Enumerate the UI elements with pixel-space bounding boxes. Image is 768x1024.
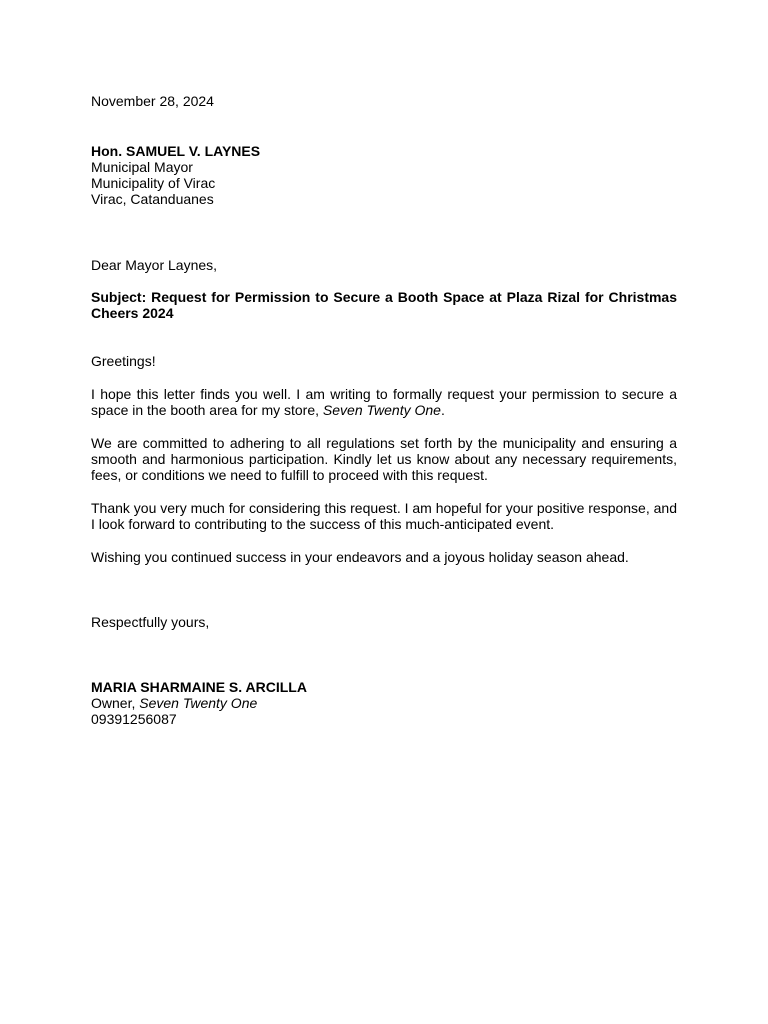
body-paragraph-4: Wishing you continued success in your endeavors and a joyous holiday season ahead.	[91, 549, 629, 565]
signatory-name: MARIA SHARMAINE S. ARCILLA	[91, 679, 307, 695]
subject-line: Subject: Request for Permission to Secure a Booth Space at Plaza Rizal for Christmas Cheers 2024	[91, 289, 677, 321]
body-paragraph-1-text: I hope this letter finds you well. I am writing to formally request your permission to secure a space in the booth area for my store,	[91, 386, 677, 418]
salutation: Dear Mayor Laynes,	[91, 257, 218, 273]
greeting: Greetings!	[91, 353, 156, 369]
signature-block	[91, 679, 677, 727]
body-paragraph-1-end: .	[440, 402, 445, 418]
complimentary-closing: Respectfully yours,	[91, 614, 210, 630]
letter-date: November 28, 2024	[91, 93, 214, 109]
recipient-address: Virac, Catanduanes	[91, 191, 214, 207]
body-paragraph-2: We are committed to adhering to all regulations set forth by the municipality and ensuring a smooth and harmonious participation. Kindly let us know about any necessary requirements, fees, or conditions we need to fulfill to proceed with this request.	[91, 435, 677, 483]
letter-body	[91, 93, 677, 727]
letter-date-block	[91, 93, 677, 109]
recipient-title: Municipal Mayor	[91, 159, 193, 175]
recipient-office: Municipality of Virac	[91, 175, 216, 191]
recipient-address-block	[91, 143, 677, 207]
signatory-role	[91, 695, 677, 711]
body-paragraph-3: Thank you very much for considering this request. I am hopeful for your positive response, and I look forward to contributing to the success of this much-anticipated event.	[91, 500, 677, 532]
signatory-store-name: Seven Twenty One	[139, 695, 258, 711]
signatory-phone: 09391256087	[91, 711, 177, 727]
store-name: Seven Twenty One	[322, 402, 441, 418]
body-paragraph-1	[91, 386, 677, 418]
signatory-role-prefix: Owner,	[91, 695, 140, 711]
recipient-name: Hon. SAMUEL V. LAYNES	[91, 143, 261, 159]
